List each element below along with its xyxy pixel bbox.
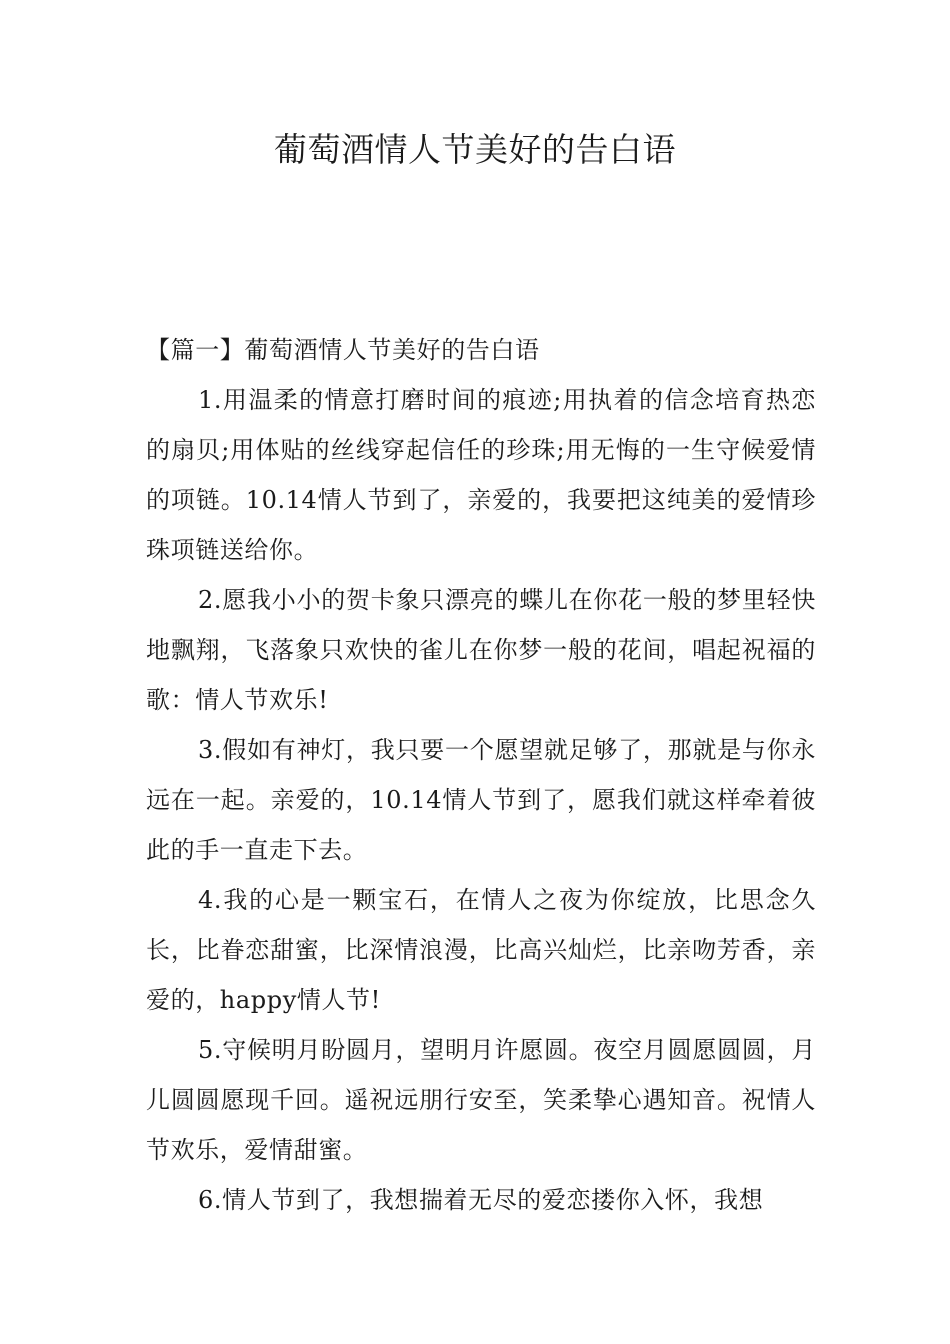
section-heading: 【篇一】葡萄酒情人节美好的告白语	[146, 336, 540, 364]
paragraph-5: 5.守候明月盼圆月，望明月许愿圆。夜空月圆愿圆圆，月儿圆圆愿现千回。遥祝远朋行安至，笑柔挚心遇知音。祝情人节欢乐，爱情甜蜜。	[146, 1036, 816, 1164]
paragraph-2: 2.愿我小小的贺卡象只漂亮的蝶儿在你花一般的梦里轻快地飘翔，飞落象只欢快的雀儿在你梦一般的花间，唱起祝福的歌：情人节欢乐!	[146, 586, 816, 714]
document-title: 葡萄酒情人节美好的告白语	[274, 130, 676, 169]
paragraph-1: 1.用温柔的情意打磨时间的痕迹;用执着的信念培育热恋的扇贝;用体贴的丝线穿起信任的珍珠;用无悔的一生守候爱情的项链。10.14情人节到了，亲爱的，我要把这纯美的爱情珍珠项链送给你。	[146, 386, 816, 564]
paragraph-6: 6.情人节到了，我想揣着无尽的爱恋搂你入怀，我想	[198, 1186, 764, 1214]
paragraph-3: 3.假如有神灯，我只要一个愿望就足够了，那就是与你永远在一起。亲爱的，10.14情人节到了，愿我们就这样牵着彼此的手一直走下去。	[146, 736, 816, 864]
document-body	[146, 325, 816, 1225]
paragraph-4: 4.我的心是一颗宝石，在情人之夜为你绽放，比思念久长，比眷恋甜蜜，比深情浪漫，比高兴灿烂，比亲吻芳香，亲爱的，happy情人节!	[146, 886, 816, 1014]
